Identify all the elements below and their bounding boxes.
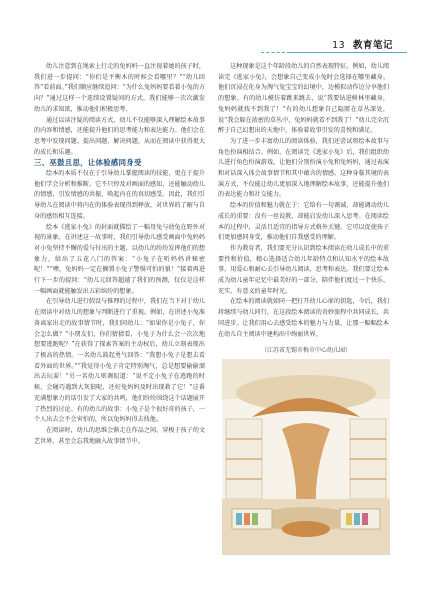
paragraph: 在引导幼儿进行假设与推理的过程中，我们在当下对于幼儿在阅读中对幼儿的想象与判断进行了重视。例如，在讲述小兔准备离家出走的故事情节时，我们问幼儿：“如果你是小兔子，你会怎么做？”小朋友们，你们猜猜看，小兔子为什么会一次次地想要逃跑呢？”在获得了探索答案的主动权后，幼儿立刻表现出了极高的热情。一名幼儿鼓起勇气回答：“我想小兔子是想去看看外面的世界。”“我觉得小兔子肯定特别淘气，总是想要偷偷溜出去玩耍！”另一名幼儿则调侃道：“说不定小兔子在逃跑的时候，会碰巧遇到大灰狼呢，还好兔妈妈及时出现救了它！”这番充满想象力的话引发了大家的共鸣，他们纷纷围绕这个话题展开了热烈的讨论。有的幼儿的故事：小兔子是个很好奇的孩子，一个人出去会不会害怕的，所以兔妈妈得去找他。 bbox=[34, 298, 205, 424]
header-dashed-rule bbox=[261, 52, 285, 53]
section-heading: 三、巫鼓且思，让体验感同身受 bbox=[34, 158, 142, 168]
page-number: 13 bbox=[332, 40, 346, 51]
paragraph: 在绘本的阅读就如同一把打开幼儿心扉的钥匙，今后，我们将继续与幼儿同行，在这段绘本阅读的奇妙旅程中共同成长，共同进步。让我们用心去感受绘本的魅力与力量，让那一幅幅绘本在幼儿自主阅读中建构出中绚丽世界。 bbox=[218, 298, 389, 338]
library-interior-photo bbox=[222, 359, 390, 555]
paragraph: 幼儿注意到在绳索上行走的兔妈妈一直注视着她的孩子时，我们进一步提问：“你们是平衡木的时候会看哪里？”“幼儿回答“看前面。”我们顺应继续追问：“为什么兔妈妈要看着小兔的方向？”通过这样一个连续设置疑问的方式，我们能够一次次激发幼儿的求知欲，推动他们积极思考。 bbox=[34, 63, 205, 113]
paragraph: 这种现象是这个年龄段幼儿的自然表现特征。例如，幼儿阅读完《逃家小兔》，会想象自己变成小兔时会选择在哪里藏身。他们沉浸在化身为淘气兔宝宝的幻境中，边模拟动作边分享他们的想象。有的幼儿模仿着跳来跳去，说“我要钻进树林里藏身，兔妈妈就找不到我了！”有的幼儿想象自己隐匿在草丛深处，说“我会躲在浓密的草丛中，兔妈妈就看不到我了！”幼儿完全沉醉于自己幻想出的天地中，体验着故事引发的喜悦和满足。 bbox=[218, 63, 389, 135]
paragraph: 绘本的本质不仅在于引导幼儿掌握阅读的技能，更在于提升他们学会分析和推断。它不只停及对画面的感知，还能触动幼儿的情感，引发情感的共振，唤起内在的真切感受。因此，我们引导幼儿在阅读中将内在的体验表现得到释放，对世界的了解与自身的感悟相互连接。 bbox=[34, 170, 205, 220]
right-column bbox=[218, 62, 389, 340]
paragraph: 绘本的价值和魅力就在于：它给有一句调诚，却能调动幼儿成长的重要：没有一丝说教，却能启发幼儿深入思考。在阅读绘本的过程中，灵活且适宜的指导方式格外关键。它可以促使孩子们更加感同身受，推动他们自我感受的理解。 bbox=[218, 202, 389, 242]
paragraph: 通过以读注疑的阅读方式，幼儿不仅能够深入理解绘本故事的内容和情感，还能提升他们的思考能力和表达能力。他们会在思考中发现问题、提出问题、解决问题，从而在阅读中获得更大的成长和乐趣。 bbox=[34, 116, 205, 156]
page-header bbox=[0, 0, 427, 51]
left-column bbox=[34, 62, 205, 447]
section-title: 教育笔记 bbox=[352, 40, 393, 51]
paragraph: 绘本《逃家小兔》的封面就描绘了一幅母兔与幼兔在野外对视的景象。在讲述这一故事时，我们引导幼儿感受画面中兔妈妈对小兔坚持不懈的爱与付出的主题，以幼儿的纷纷发挥他们的想象力，给出了五花八门的答案：“小兔子在听妈妈讲秘密呢！”“噢，兔妈妈一定在搁置小兔子警惕可怕的狼！”接着再进行下一步的提问：“幼儿元回答超越了我们的预测，仅仅是这样一幅画面就能触发出五彩缤纷的想象。 bbox=[34, 223, 205, 295]
header-label bbox=[332, 37, 393, 51]
header-rule bbox=[287, 52, 407, 53]
paragraph: 在阅读时，幼儿的思维会渐走在作品之间，穿梭于孩子的文艺世界，甚至会忘我地融入故事情节中。 bbox=[34, 426, 205, 445]
photo-caption: （江苏省无锡市梅市中心幼儿园） bbox=[260, 347, 351, 354]
paragraph: 为了进一步丰富幼儿的阅读体验，我们还尝试将绘本故事与角色扮演相结合。例如，在阅读完《逃家小兔》后，我们组织幼儿进行角色扮演游戏，让他们分别扮演小兔和兔妈妈，通过表演和对话深入体会故事情节和其中蕴含的情感。这种身临其境的表演方式，不仅能让幼儿更加深入地理解绘本故事，还能提升他们的表达能力和社交能力。 bbox=[218, 137, 389, 199]
paragraph: 作为教育者，我们要充分认识到绘本阅读在幼儿成长中的重要性和价值，精心选择适合幼儿年龄特点和认知水平的绘本故事，用爱心和耐心去引导幼儿阅读，思考和表达。我们要让绘本成为幼儿童年记忆中最美好的一部分，陪伴他们度过一个快乐、充实、有意义的童年时光。 bbox=[218, 244, 389, 295]
figure bbox=[220, 345, 392, 560]
